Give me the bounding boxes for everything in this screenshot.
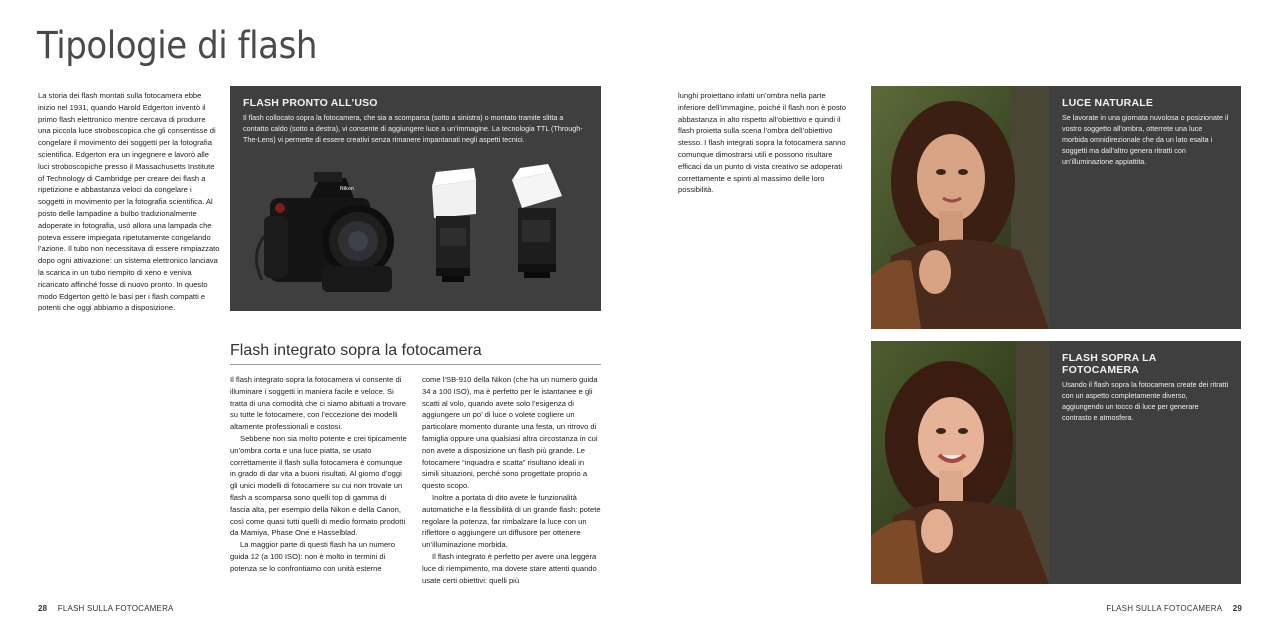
flash-unit-1	[432, 168, 476, 282]
article-column-1	[230, 374, 408, 575]
article-column-3: lunghi proiettano infatti un’ombra nella parte inferiore dell’immagine, poiché il flash non è posto abbastanza in alto rispetto all’obiettivo e quindi il flash proietta sulla scena l’ombra dell’obiettivo stesso. I flash integrati sopra la fotocamera sanno comunque dimostrarsi utili e possono risultare efficaci da un punto di vista creativo se adoperati correttamente e spinti al massimo delle loro possibilità.	[678, 91, 847, 195]
paragraph: Il flash integrato è perfetto per avere una leggera luce di riempimento, ma dovete stare attenti quando usate certi obiettivi: quelli più	[422, 551, 597, 585]
footer-right	[1106, 604, 1242, 613]
paragraph: Sebbene non sia molto potente e crei tipicamente un’ombra corta e una luce piatta, se usato correttamente il flash sulla fotocamera è comunque in grado di dar vita a buoni risultati. Al giorno d’oggi gli unici modelli di fotocamere su cui non trovate un flash a scomparsa sono quelli top di gamma di fascia alta, per esempio della Nikon e della Canon, così come quasi tutti quelli di medio formato prodotti da Mamiya, Phase One e Hasselblad.	[230, 433, 407, 538]
intro-paragraph: La storia dei flash montati sulla fotocamera ebbe inizio nel 1931, quando Harold Edgerton inventò il primo flash elettronico mentre cercava di produrre una piccola luce stroboscopica che gli consentisse di congelare il movimento dei soggetti per la fotografia scientifica. Edgerton era un ingegnere e lavorò alle luci stroboscopiche presso il Massachusetts Institute of Technology di Cambridge per creare dei flash a ripetizione e abbastanza veloci da congelare i soggetti in movimento per la fotografia scientifica. Al posto delle lampadine a bulbo tradizionalmente adoperate in fotografia, usò allora una lampada che poteva essere impiegata ripetutamente congelando l’azione. Il tubo non necessitava di essere rimpiazzato dopo ogni attivazione: un sistema elettronico lanciava la scarica in un tubo riempito di xeno e veniva ricaricato affinché fosse di nuovo pronto. In questo modo Edgerton gettò le basi per i flash compatti e potenti che oggi abbiamo a disposizione.	[38, 91, 220, 313]
page-number-left: 28	[38, 604, 48, 613]
portrait-flash-photo	[871, 341, 1049, 584]
paragraph: Inoltre a portata di dito avete le funzionalità automatiche e la flessibilità di un grande flash: potete regolare la potenza, far rimbalzare la luce con un riflettore o aggiungere un diffusore per ottenere un’illuminazione morbida.	[422, 492, 601, 550]
luce-naturale-text: Se lavorate in una giornata nuvolosa o posizionate il vostro soggetto all’ombra, otterrete una luce morbida omnidirezionale che da un lato esalta i soggetti ma dall’altro genera ritratti con un’illuminazione appiattita.	[1062, 113, 1229, 166]
portrait-natural-light-photo	[871, 86, 1049, 329]
camera-and-flashes-photo	[250, 156, 590, 306]
luce-naturale-box	[1049, 86, 1241, 329]
paragraph: La maggior parte di questi flash ha un numero guida 12 (a 100 ISO): non è molto in termini di potenza se lo confrontiamo con unità esterne	[230, 540, 395, 573]
flash-unit-2	[512, 164, 562, 278]
section-heading: Flash integrato sopra la fotocamera	[230, 342, 601, 365]
camera-brand-label: Nikon	[340, 186, 354, 192]
footer-left	[38, 604, 174, 613]
flash-sopra-heading: FLASH SOPRA LA FOTOCAMERA	[1062, 352, 1157, 376]
camera-illustration	[256, 172, 394, 292]
running-head-left: FLASH SULLA FOTOCAMERA	[57, 604, 174, 613]
paragraph: Il flash integrato sopra la fotocamera vi consente di illuminare i soggetti in maniera facile e veloce. Si tratta di una comodità che ci siamo abituati a trovare su tutte le fotocamere, con l’eccezione dei modelli altamente professionali e costosi.	[230, 375, 407, 432]
luce-naturale-heading: LUCE NATURALE	[1062, 97, 1154, 109]
flash-pronto-heading: FLASH PRONTO ALL’USO	[243, 97, 378, 109]
paragraph: come l’SB-910 della Nikon (che ha un numero guida 34 a 100 ISO), ma è perfetto per le istantanee e gli scatti al volo, quando avete solo l’esigenza di aggiungere un po’ di luce o volete cogliere un particolare momento durante una festa, un ritrovo di famiglia oppure una qualsiasi altra circostanza in cui non avete a disposizione un flash più grande. Le fotocamere “inquadra e scatta” risultano ideali in simili situazioni, perché sono progettate proprio a questo scopo.	[422, 375, 598, 491]
flash-pronto-box	[230, 86, 601, 311]
article-column-2	[422, 374, 602, 586]
flash-sopra-text: Usando il flash sopra la fotocamera create dei ritratti con un aspetto completamente diverso, aggiungendo un tocco di luce per generare contrasto e atmosfera.	[1062, 380, 1229, 422]
running-head-right: FLASH SULLA FOTOCAMERA	[1106, 604, 1223, 613]
flash-pronto-text: Il flash collocato sopra la fotocamera, che sia a scomparsa (sotto a sinistra) o montato tramite slitta a contatto caldo (sotto a destra), vi consente di aggiungere luce a un’immagine. La tecnologia TTL (Through-The-Lens) vi permette di essere creativi senza rimanere impantanati negli aspetti tecnici.	[243, 113, 583, 144]
page-number-right: 29	[1232, 604, 1242, 613]
flash-sopra-box	[1049, 341, 1241, 584]
page-title: Tipologie di flash	[37, 24, 317, 67]
